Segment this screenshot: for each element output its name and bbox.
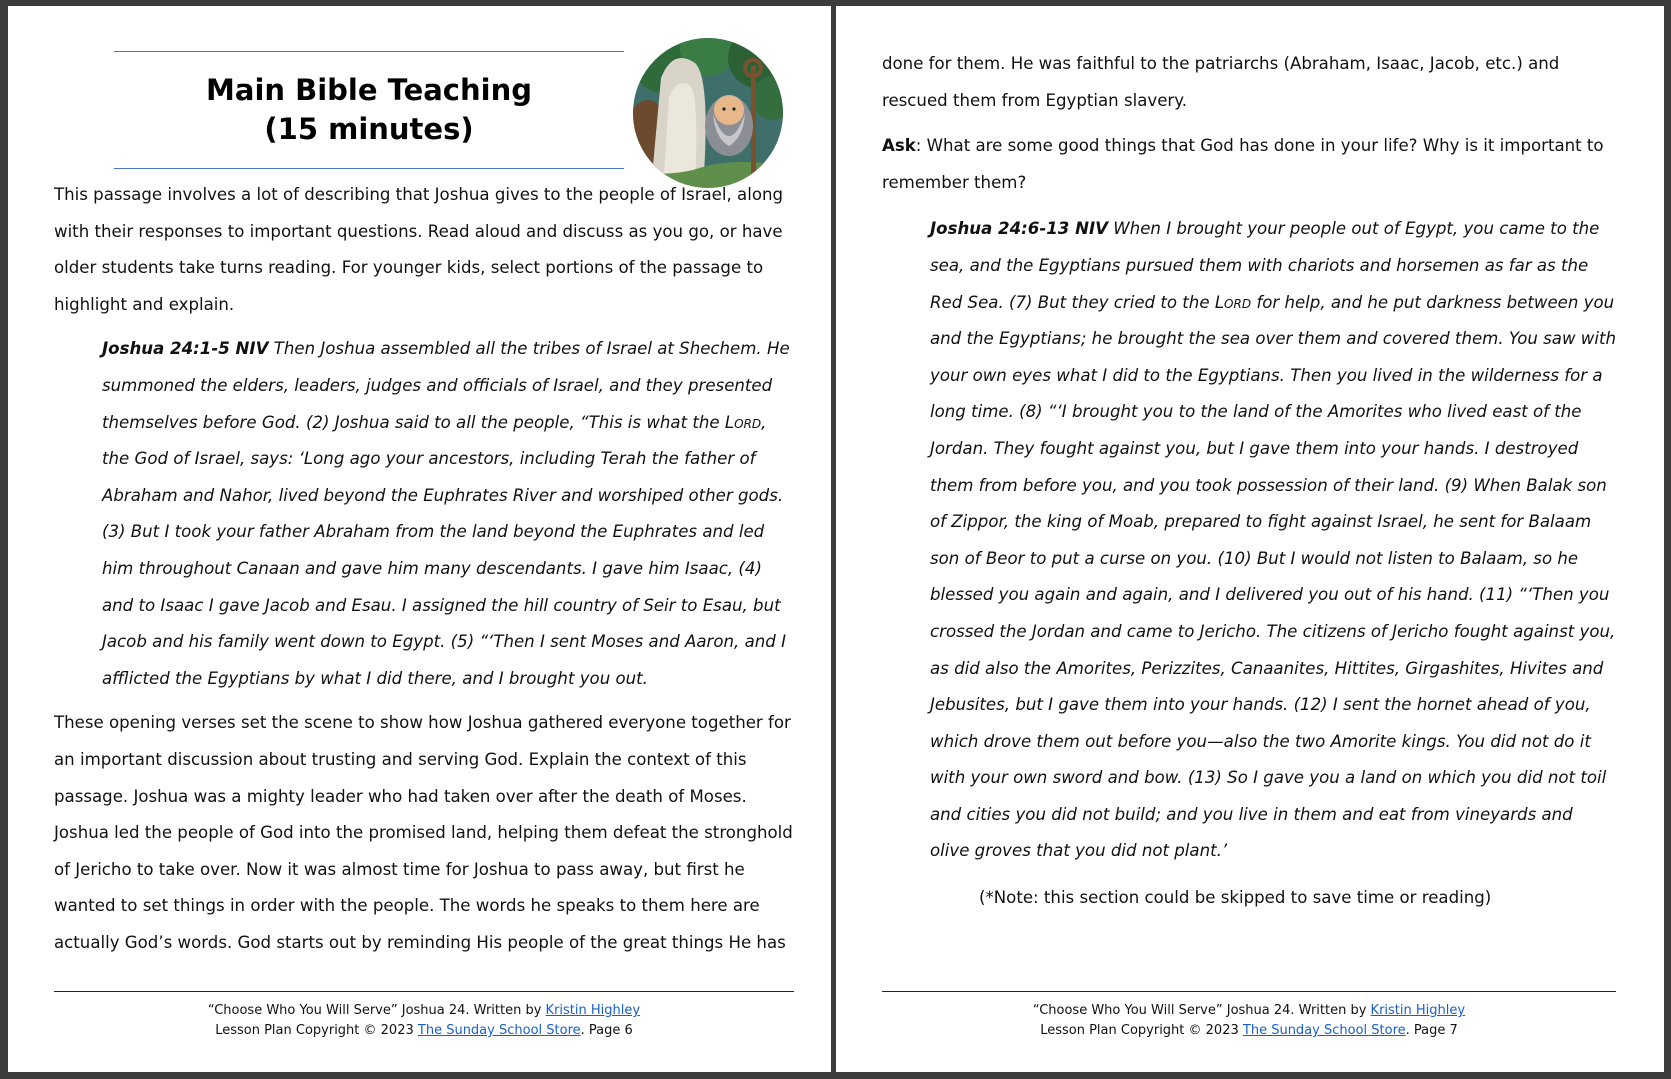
page-footer [54,1001,794,1041]
footer-line-1 [882,1001,1616,1021]
scripture-text-part2: , the God of Israel, says: ‘Long ago your ancestors, including Terah the father of Abraham and Nahor, lived beyond the Euphrates River and worshiped other gods. (3) But I took your father Abraham from the land beyond the Euphrates and led him throughout Canaan and gave him many descendants. I gave him Isaac, (4) and to Isaac I gave Jacob and Esau. I assigned the hill country of Seir to Esau, but Jacob and his family went down to Egypt. (5) “‘Then I sent Moses and Aaron, and I afflicted the Egyptians by what I did there, and I brought you out. [102,412,786,688]
store-link[interactable]: The Sunday School Store [417,1023,581,1038]
page-left [8,6,831,1072]
scripture-text-part1: When I brought your people out of Egypt, you came to the sea, and the Egyptians pursued them with chariots and horsemen as far as the Red Sea. (7) But they cried to the [930,219,1600,312]
joshua-illustration [633,38,783,188]
footer-copyright-text: Lesson Plan Copyright © 2023 [215,1023,418,1038]
author-link[interactable]: Kristin Highley [1370,1003,1466,1018]
page-number: . Page 7 [1405,1023,1458,1038]
scripture-text-part2: for help, and he put darkness between you and the Egyptians; he brought the sea over them and covered them. You saw with your own eyes what I did to the Egyptians. Then you lived in the wilderness for a long time. (8) “‘I brought you to the land of the Amorites who lived east of the Jordan. They fought against you, but I gave them into your hands. I destroyed them from before you, and you took possession of their land. (9) When Balak son of Zippor, the king of Moab, prepared to fight against Israel, he sent for Balaam son of Beor to put a curse on you. (10) But I would not listen to Balaam, so he blessed you again and again, and I delivered you out of his hand. (11) “‘Then you crossed the Jordan and came to Jericho. The citizens of Jericho fought against you, as did also the Amorites, Perizzites, Canaanites, Hittites, Girgashites, Hivites and Jebusites, but I gave them into your hands. (12) I sent the hornet ahead of you, which drove them out before you—also the two Amorite kings. You did not do it with your own sword and bow. (13) So I gave you a land on which you did not toil and cities you did not build; and you live in them and eat from vineyards and olive groves that you did not plant.’ [930,292,1616,861]
title-line-1: Main Bible Teaching [206,73,532,107]
footer-line-2 [54,1021,794,1041]
title-line-2: (15 minutes) [264,112,474,146]
footer-line-2 [882,1021,1616,1041]
scripture-text-part1: Then Joshua assembled all the tribes of Israel at Shechem. He summoned the elders, leaders, judges and officials of Israel, and they presented themselves before God. (2) Joshua said to all the people, “This is what the [102,339,790,432]
footer-line-1 [54,1001,794,1021]
ask-paragraph [882,128,1616,201]
footer-rule [54,991,794,992]
discussion-paragraph: These opening verses set the scene to show how Joshua gathered everyone together for an important discussion about trusting and serving God. Explain the context of this passage. Joshua was a mighty leader who had taken over after the death of Moses. Joshua led the people of God into the promised land, helping them defeat the stronghold of Jericho to take over. Now it was almost time for Joshua to pass away, but first he wanted to set things in order with the people. The words he speaks to them here are actually God’s words. God starts out by reminding His people of the great things He has [54,713,793,952]
page-number: . Page 6 [580,1023,633,1038]
page-right [836,6,1664,1072]
scripture-passage-2 [930,211,1616,870]
continuation-paragraph: done for them. He was faithful to the patriarchs (Abraham, Isaac, Jacob, etc.) and rescued them from Egyptian slavery. [882,54,1560,110]
lord-smallcaps: Lord [1214,292,1252,312]
ask-question: : What are some good things that God has done in your life? Why is it important to remember them? [882,136,1604,192]
footer-credit-text: “Choose Who You Will Serve” Joshua 24. Written by [207,1003,546,1018]
footer-copyright-text: Lesson Plan Copyright © 2023 [1040,1023,1243,1038]
scripture-reference: Joshua 24:1-5 NIV [102,339,269,359]
lord-smallcaps: Lord [724,412,762,432]
intro-paragraph: This passage involves a lot of describing that Joshua gives to the people of Israel, along with their responses to important questions. Read aloud and discuss as you go, or have older students take turns reading. For younger kids, select portions of the passage to highlight and explain. [54,185,784,314]
skip-note: (*Note: this section could be skipped to save time or reading) [979,888,1492,908]
author-link[interactable]: Kristin Highley [545,1003,641,1018]
scripture-reference: Joshua 24:6-13 NIV [930,219,1108,239]
footer-credit-text: “Choose Who You Will Serve” Joshua 24. Written by [1032,1003,1371,1018]
page-footer [882,1001,1616,1041]
ask-label: Ask [882,136,916,156]
scripture-passage-1 [102,331,794,697]
footer-rule [882,991,1616,992]
section-title [114,51,624,169]
store-link[interactable]: The Sunday School Store [1242,1023,1406,1038]
joshua-illustration-art [633,38,783,188]
